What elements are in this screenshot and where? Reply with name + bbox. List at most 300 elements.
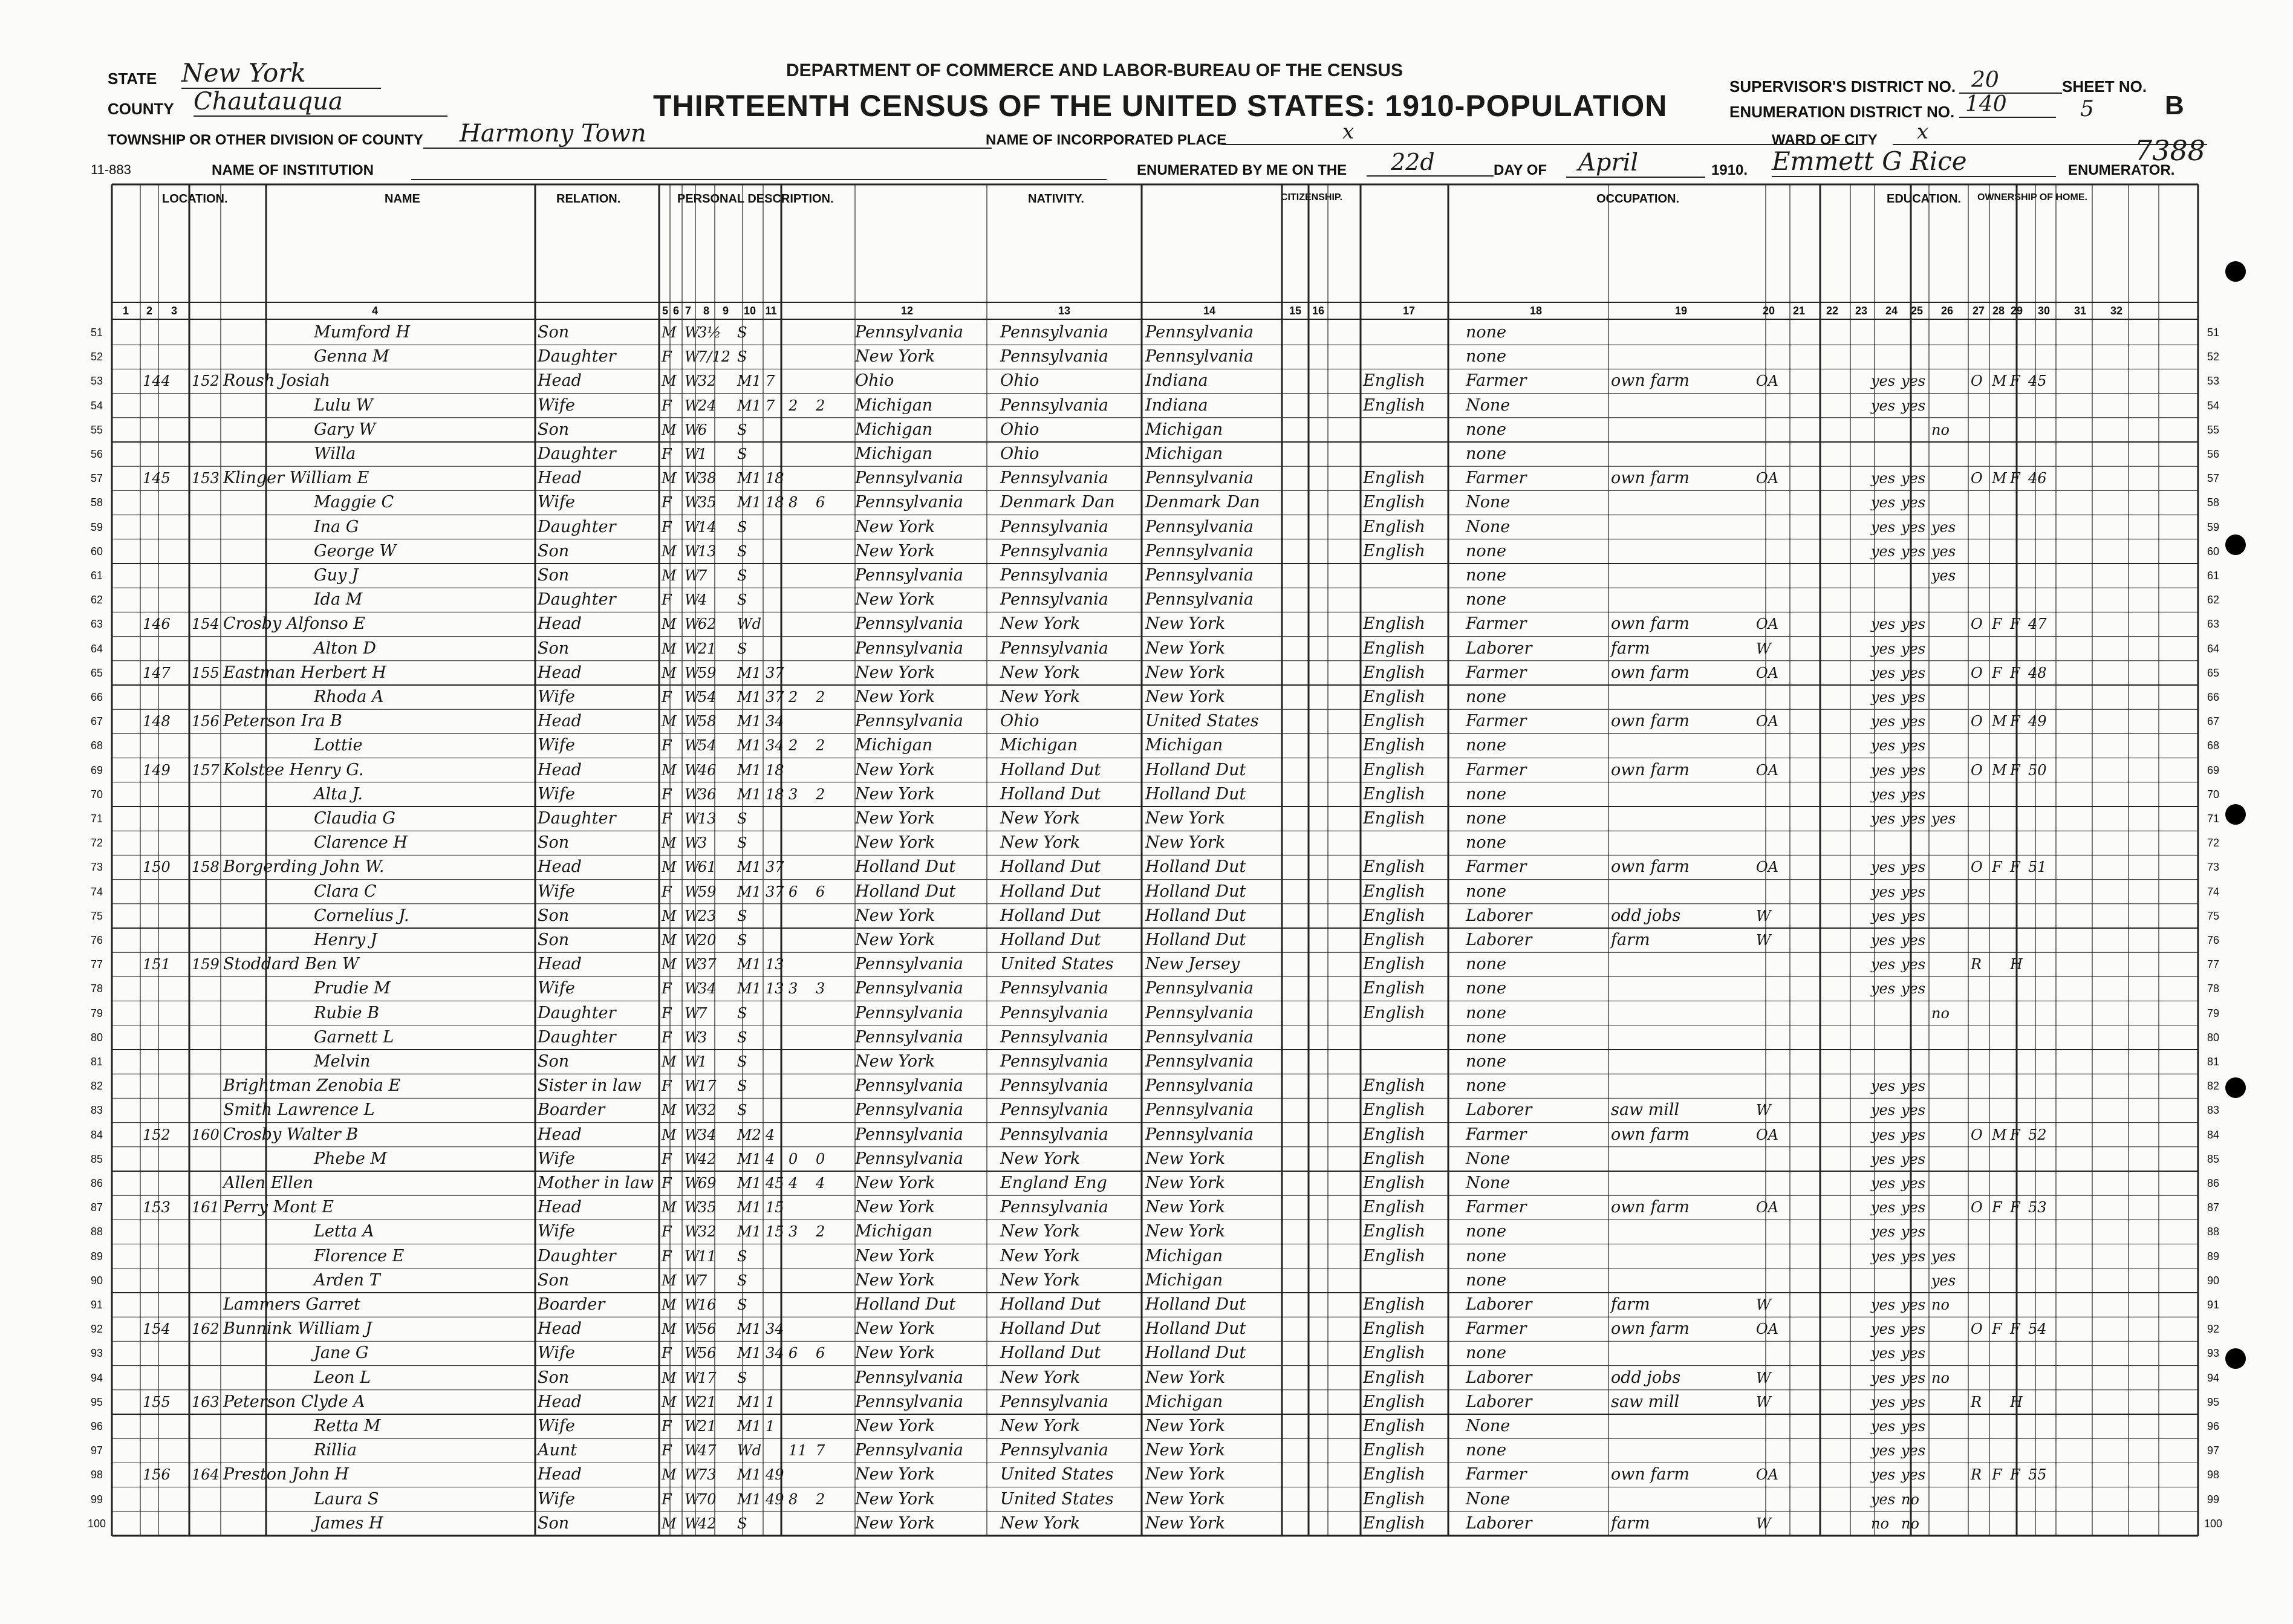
cell-ms: M1: [737, 956, 761, 973]
cell-age: 32: [698, 372, 717, 390]
cell-pobf: New York: [1000, 833, 1081, 853]
cell-pob: New York: [855, 809, 935, 828]
cell-read: yes: [1871, 980, 1896, 998]
cell-mort: F: [1992, 1199, 2002, 1216]
cell-ms: S: [737, 1102, 747, 1119]
cell-sched: 47: [2028, 615, 2047, 633]
cell-pobf: United States: [1000, 955, 1114, 974]
line-number: 78: [90, 983, 103, 995]
cell-liv: 2: [816, 689, 825, 706]
cell-liv: 6: [816, 1345, 825, 1362]
cell-pob: Pennsylvania: [855, 1149, 963, 1168]
cell-sex: F: [662, 1077, 672, 1095]
cell-trade: Farmer: [1466, 663, 1527, 682]
cell-rel: Son: [538, 323, 570, 342]
cell-name: Guy J: [314, 566, 359, 585]
enumeration-value: 140: [1959, 92, 2056, 118]
cell-ms: M1: [737, 689, 761, 706]
cell-yrs: 18: [766, 470, 784, 487]
cell-pobf: Holland Dut: [1000, 931, 1101, 949]
cell-ms: M1: [737, 1490, 761, 1508]
cell-lang: English: [1363, 784, 1425, 804]
cell-name: Claudia G: [314, 809, 395, 828]
cell-read: yes: [1871, 883, 1896, 900]
cell-ms: S: [737, 446, 747, 463]
cell-pob: New York: [855, 906, 935, 925]
cell-pobf: Pennsylvania: [1000, 566, 1108, 585]
line-number: 63: [90, 618, 103, 631]
cell-sex: F: [662, 689, 672, 706]
cell-trade: none: [1466, 1222, 1507, 1241]
cell-rel: Head: [538, 760, 582, 779]
line-number: 77: [2207, 958, 2220, 971]
line-number: 87: [2207, 1201, 2220, 1214]
cell-race: W: [685, 713, 700, 730]
cell-ind: farm: [1611, 638, 1650, 658]
cell-pobf: Pennsylvania: [1000, 541, 1108, 560]
line-number: 56: [2207, 448, 2220, 460]
cell-trade: none: [1466, 736, 1507, 755]
line-number: 51: [2207, 326, 2220, 339]
cell-rel: Head: [538, 371, 582, 391]
cell-pobf: Pennsylvania: [1000, 1003, 1108, 1022]
cell-lang: English: [1363, 1174, 1425, 1192]
cell-liv: 7: [816, 1442, 825, 1460]
cell-rel: Wife: [538, 882, 575, 901]
column-number: 4: [371, 305, 378, 317]
cell-ms: S: [737, 640, 747, 657]
cell-write: yes: [1901, 664, 1926, 681]
cell-race: W: [685, 1126, 700, 1143]
cell-liv: 2: [816, 1490, 825, 1508]
cell-yrs: 7: [766, 372, 775, 390]
cell-race: W: [685, 883, 700, 900]
cell-write: no: [1901, 1490, 1919, 1508]
cell-trade: none: [1466, 809, 1507, 828]
cell-pobm: Pennsylvania: [1145, 469, 1254, 488]
cell-name: Alta J.: [314, 784, 363, 804]
cell-lang: English: [1363, 687, 1425, 706]
cell-write: yes: [1901, 1296, 1926, 1313]
cell-fam: 157: [192, 761, 220, 779]
line-number: 61: [90, 570, 103, 582]
cell-fam: 154: [192, 615, 220, 633]
cell-born: 3: [789, 980, 798, 998]
line-number: 69: [90, 764, 103, 776]
cell-liv: 2: [816, 737, 825, 755]
cell-emp: OA: [1756, 615, 1779, 633]
cell-sex: F: [662, 810, 672, 827]
line-number: 99: [2207, 1493, 2220, 1505]
line-number: 58: [90, 496, 103, 509]
cell-age: 4: [698, 591, 707, 609]
column-number: 30: [2037, 305, 2051, 317]
cell-age: 7: [698, 1004, 707, 1022]
cell-farm: F: [2010, 859, 2020, 876]
cell-pob: Pennsylvania: [855, 1100, 963, 1120]
cell-name: George W: [314, 541, 397, 560]
cell-race: W: [685, 421, 700, 438]
cell-pob: New York: [855, 931, 935, 949]
cell-lang: English: [1363, 906, 1425, 925]
cell-sex: F: [662, 883, 672, 900]
line-number: 53: [90, 375, 103, 388]
enumerator-label: ENUMERATOR.: [2068, 162, 2175, 178]
cell-trade: none: [1466, 566, 1507, 585]
cell-read: yes: [1871, 737, 1896, 755]
cell-emp: OA: [1756, 1466, 1779, 1484]
cell-ms: S: [737, 421, 747, 438]
cell-age: 56: [698, 1345, 717, 1362]
cell-sch: yes: [1931, 542, 1956, 560]
cell-read: yes: [1871, 1126, 1896, 1143]
cell-pobm: New York: [1145, 809, 1226, 828]
cell-race: W: [685, 737, 700, 755]
cell-pobm: Holland Dut: [1145, 882, 1246, 901]
line-number: 92: [2207, 1323, 2220, 1336]
cell-write: yes: [1901, 1199, 1926, 1216]
cell-trade: none: [1466, 833, 1507, 853]
cell-age: 61: [698, 859, 717, 876]
cell-age: 23: [698, 907, 717, 924]
cell-age: 21: [698, 1418, 717, 1435]
line-number: 69: [2207, 764, 2220, 776]
cell-trade: Farmer: [1466, 614, 1527, 634]
cell-read: yes: [1871, 664, 1896, 681]
cell-dw: 155: [143, 1393, 171, 1411]
cell-rel: Son: [538, 541, 570, 560]
cell-rel: Wife: [538, 395, 575, 415]
cell-write: yes: [1901, 859, 1926, 876]
cell-pobm: Pennsylvania: [1145, 1003, 1254, 1022]
section-occupation: OCCUPATION.: [1596, 192, 1680, 206]
cell-write: yes: [1901, 397, 1926, 414]
cell-age: 62: [698, 615, 717, 633]
enumerated-year: 1910.: [1711, 162, 1748, 178]
cell-name: Henry J: [314, 931, 377, 949]
cell-sex: M: [662, 1053, 677, 1070]
cell-ms: S: [737, 348, 747, 366]
cell-pobm: Michigan: [1145, 444, 1223, 463]
line-number: 80: [2207, 1031, 2220, 1044]
cell-read: yes: [1871, 932, 1896, 949]
cell-born: 4: [789, 1175, 798, 1192]
cell-yrs: 34: [766, 1345, 784, 1362]
cell-pob: New York: [855, 687, 935, 706]
cell-ms: M1: [737, 761, 761, 779]
cell-lang: English: [1363, 1100, 1425, 1120]
cell-trade: Farmer: [1466, 371, 1527, 391]
cell-trade: Laborer: [1466, 1295, 1532, 1314]
cell-trade: none: [1466, 541, 1507, 560]
cell-lang: English: [1363, 1489, 1425, 1509]
cell-ms: S: [737, 834, 747, 852]
cell-own: O: [1971, 664, 1983, 681]
cell-pobf: Pennsylvania: [1000, 1076, 1108, 1096]
cell-lang: English: [1363, 955, 1425, 974]
column-number: 9: [722, 305, 729, 317]
cell-rel: Wife: [538, 1417, 575, 1435]
cell-age: 13: [698, 542, 717, 560]
cell-sex: M: [662, 1102, 677, 1119]
cell-rel: Wife: [538, 784, 575, 804]
cell-lang: English: [1363, 882, 1425, 901]
cell-ind: own farm: [1611, 1465, 1690, 1484]
cell-name: Lottie: [314, 736, 363, 755]
cell-rel: Son: [538, 1368, 570, 1387]
cell-race: W: [685, 494, 700, 512]
ward-value: x: [1893, 120, 2207, 145]
cell-age: 58: [698, 713, 717, 730]
cell-trade: Laborer: [1466, 1368, 1532, 1387]
cell-rel: Son: [538, 906, 570, 925]
cell-rel: Daughter: [538, 1246, 616, 1265]
cell-pobf: Denmark Dan: [1000, 493, 1115, 512]
cell-write: yes: [1901, 1102, 1926, 1119]
cell-yrs: 1: [766, 1418, 775, 1435]
cell-rel: Son: [538, 1513, 570, 1533]
cell-pobf: Ohio: [1000, 371, 1039, 391]
cell-liv: 2: [816, 785, 825, 803]
cell-ind: own farm: [1611, 1125, 1690, 1144]
cell-trade: none: [1466, 1003, 1507, 1022]
cell-ind: own farm: [1611, 663, 1690, 682]
cell-ms: M1: [737, 397, 761, 414]
cell-pob: Pennsylvania: [855, 323, 963, 342]
cell-pobm: New York: [1145, 1417, 1226, 1435]
cell-sched: 53: [2028, 1199, 2047, 1216]
cell-name: Ina G: [314, 517, 359, 536]
sheet-value: 5: [2080, 97, 2094, 122]
cell-race: W: [685, 1418, 700, 1435]
cell-write: yes: [1901, 932, 1926, 949]
cell-emp: OA: [1756, 859, 1779, 876]
cell-sex: F: [662, 1418, 672, 1435]
cell-name: Ida M: [314, 590, 363, 609]
cell-race: W: [685, 932, 700, 949]
cell-race: W: [685, 785, 700, 803]
cell-name: Willa: [314, 444, 356, 463]
cell-farm: H: [2010, 1393, 2023, 1411]
cell-write: yes: [1901, 542, 1926, 560]
cell-name: Laura S: [314, 1489, 379, 1509]
cell-pob: Pennsylvania: [855, 1368, 963, 1387]
cell-pobf: Pennsylvania: [1000, 590, 1108, 609]
cell-race: W: [685, 1199, 700, 1216]
cell-lang: English: [1363, 760, 1425, 779]
cell-trade: none: [1466, 1052, 1507, 1071]
cell-ms: M1: [737, 1150, 761, 1168]
line-number: 83: [2207, 1104, 2220, 1117]
cell-race: W: [685, 324, 700, 341]
cell-lang: English: [1363, 614, 1425, 634]
cell-yrs: 13: [766, 956, 784, 973]
line-number: 71: [90, 813, 103, 825]
cell-read: yes: [1871, 470, 1896, 487]
cell-trade: Farmer: [1466, 1465, 1527, 1484]
cell-emp: OA: [1756, 470, 1779, 487]
cell-yrs: 4: [766, 1150, 775, 1168]
column-number: 14: [1203, 305, 1216, 317]
line-number: 60: [90, 545, 103, 557]
cell-rel: Daughter: [538, 1027, 616, 1047]
cell-race: W: [685, 518, 700, 536]
cell-read: yes: [1871, 1369, 1896, 1386]
cell-rel: Head: [538, 614, 582, 634]
cell-pob: New York: [855, 1417, 935, 1435]
cell-name: Brightman Zenobia E: [223, 1076, 401, 1096]
cell-emp: W: [1756, 907, 1771, 924]
cell-own: R: [1971, 1466, 1982, 1484]
cell-trade: Laborer: [1466, 1100, 1532, 1120]
cell-write: yes: [1901, 810, 1926, 827]
state-value: New York: [181, 58, 381, 89]
line-number: 52: [2207, 351, 2220, 363]
enumerated-month: April: [1566, 149, 1705, 178]
cell-pobf: Ohio: [1000, 420, 1039, 439]
cell-name: Lammers Garret: [223, 1295, 360, 1314]
cell-read: yes: [1871, 859, 1896, 876]
cell-sex: M: [662, 713, 677, 730]
cell-mort: F: [1992, 664, 2002, 681]
line-number: 97: [2207, 1444, 2220, 1457]
cell-ind: own farm: [1611, 712, 1690, 731]
line-number: 79: [90, 1007, 103, 1019]
cell-pobm: New York: [1145, 1489, 1226, 1509]
cell-write: no: [1901, 1515, 1919, 1532]
cell-rel: Daughter: [538, 444, 616, 463]
cell-liv: 4: [816, 1175, 825, 1192]
cell-fam: 155: [192, 664, 220, 681]
cell-pobf: Holland Dut: [1000, 760, 1101, 779]
cell-name: Garnett L: [314, 1027, 394, 1047]
cell-sex: M: [662, 907, 677, 924]
cell-pobf: Pennsylvania: [1000, 347, 1108, 366]
line-number: 64: [2207, 642, 2220, 655]
cell-sch: no: [1931, 1369, 1950, 1386]
cell-trade: none: [1466, 1343, 1507, 1363]
cell-pobm: Holland Dut: [1145, 1295, 1246, 1314]
cell-rel: Boarder: [538, 1100, 605, 1120]
cell-pobm: New York: [1145, 833, 1226, 853]
cell-emp: W: [1756, 1515, 1771, 1532]
cell-race: W: [685, 470, 700, 487]
cell-read: yes: [1871, 1102, 1896, 1119]
cell-rel: Son: [538, 931, 570, 949]
cell-mort: F: [1992, 615, 2002, 633]
cell-pobm: Holland Dut: [1145, 857, 1246, 877]
section-ownership: OWNERSHIP OF HOME.: [1977, 192, 2087, 203]
cell-write: yes: [1901, 1077, 1926, 1095]
line-number: 90: [90, 1274, 103, 1287]
cell-write: yes: [1901, 761, 1926, 779]
cell-own: O: [1971, 1320, 1983, 1338]
cell-race: W: [685, 907, 700, 924]
ward-label: WARD OF CITY: [1772, 132, 1878, 148]
cell-rel: Wife: [538, 1149, 575, 1168]
cell-sex: M: [662, 1126, 677, 1143]
column-number: 32: [2110, 305, 2123, 317]
column-number: 20: [1762, 305, 1775, 317]
cell-pobf: New York: [1000, 614, 1081, 634]
cell-write: yes: [1901, 1369, 1926, 1386]
cell-write: yes: [1901, 1320, 1926, 1338]
line-number: 57: [90, 472, 103, 485]
page-title: THIRTEENTH CENSUS OF THE UNITED STATES: 1910-POPULATION: [653, 89, 1668, 123]
line-number: 73: [2207, 861, 2220, 874]
cell-pobm: Indiana: [1145, 371, 1208, 391]
cell-age: 59: [698, 664, 717, 681]
cell-name: Stoddard Ben W: [223, 955, 359, 974]
cell-lang: English: [1363, 1513, 1425, 1533]
cell-pobm: Indiana: [1145, 395, 1208, 415]
supervisor-label: SUPERVISOR'S DISTRICT NO.: [1729, 77, 1956, 96]
cell-age: 13: [698, 810, 717, 827]
cell-write: yes: [1901, 689, 1926, 706]
cell-pobf: Pennsylvania: [1000, 979, 1108, 998]
cell-pob: New York: [855, 1246, 935, 1265]
cell-ind: farm: [1611, 931, 1650, 949]
cell-lang: English: [1363, 1368, 1425, 1387]
cell-sex: F: [662, 785, 672, 803]
cell-pobm: New York: [1145, 1198, 1226, 1217]
line-number: 92: [90, 1323, 103, 1336]
line-number: 67: [2207, 715, 2220, 728]
cell-name: Cornelius J.: [314, 906, 409, 925]
line-number: 99: [90, 1493, 103, 1505]
cell-pobm: Pennsylvania: [1145, 541, 1254, 560]
cell-name: Arden T: [314, 1270, 380, 1290]
cell-name: Clarence H: [314, 833, 408, 853]
cell-lang: English: [1363, 857, 1425, 877]
cell-sex: F: [662, 494, 672, 512]
cell-lang: English: [1363, 1392, 1425, 1411]
cell-trade: None: [1466, 395, 1511, 415]
cell-pobm: Pennsylvania: [1145, 323, 1254, 342]
cell-rel: Head: [538, 712, 582, 731]
cell-sex: M: [662, 470, 677, 487]
cell-dw: 150: [143, 859, 171, 876]
cell-ms: M1: [737, 785, 761, 803]
cell-race: W: [685, 372, 700, 390]
cell-age: 42: [698, 1150, 717, 1168]
cell-name: Peterson Clyde A: [223, 1392, 365, 1411]
column-number: 2: [146, 305, 152, 317]
cell-yrs: 34: [766, 737, 784, 755]
cell-sex: M: [662, 567, 677, 584]
cell-write: yes: [1901, 1223, 1926, 1241]
cell-sex: M: [662, 1296, 677, 1313]
line-number: 66: [90, 691, 103, 703]
cell-pobm: New York: [1145, 638, 1226, 658]
cell-ms: S: [737, 518, 747, 536]
column-number: 26: [1940, 305, 1954, 317]
cell-sex: F: [662, 1247, 672, 1265]
cell-lang: English: [1363, 1003, 1425, 1022]
cell-pobm: Michigan: [1145, 420, 1223, 439]
cell-age: 11: [698, 1247, 717, 1265]
cell-lang: English: [1363, 1343, 1425, 1363]
cell-write: yes: [1901, 494, 1926, 512]
cell-pob: Holland Dut: [855, 1295, 956, 1314]
cell-own: O: [1971, 859, 1983, 876]
cell-read: yes: [1871, 1199, 1896, 1216]
cell-yrs: 18: [766, 761, 784, 779]
cell-yrs: 45: [766, 1175, 784, 1192]
enumerator-name: Emmett G Rice: [1772, 146, 2056, 177]
cell-liv: 6: [816, 494, 825, 512]
cell-pob: New York: [855, 1052, 935, 1071]
